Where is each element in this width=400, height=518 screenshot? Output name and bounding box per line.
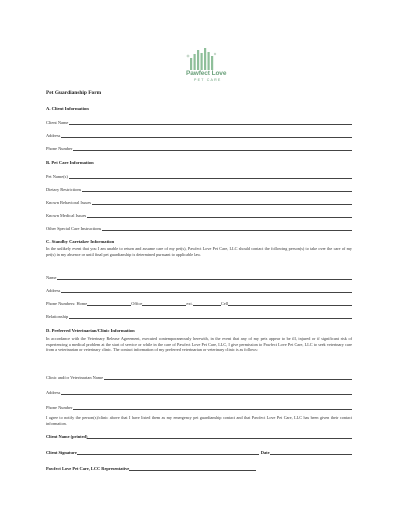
clinic-name-label: Clinic and/or Veterinarian Name: [46, 375, 104, 380]
representative-label: Pawfect Love Pet Care, LCC Representative: [46, 466, 130, 471]
form-title: Pet Guardianship Form: [46, 90, 102, 96]
client-phone-field[interactable]: [46, 145, 352, 151]
phone-ext-label: ext.: [186, 301, 193, 306]
caretaker-address-label: Address: [46, 288, 61, 293]
pet-names-line[interactable]: [69, 175, 352, 179]
special-care-field[interactable]: [46, 225, 352, 231]
caretaker-name-field[interactable]: [46, 274, 352, 280]
client-name-printed-line[interactable]: [87, 435, 352, 439]
clinic-phone-field[interactable]: [46, 404, 352, 410]
phone-ext-line[interactable]: [193, 302, 221, 306]
phone-home-label: Phone Numbers: Home: [46, 301, 88, 306]
clinic-address-label: Address: [46, 390, 61, 395]
relationship-field[interactable]: [46, 313, 352, 319]
signature-date-label: Date: [260, 450, 270, 455]
clinic-phone-label: Phone Number: [46, 405, 73, 410]
clinic-address-line[interactable]: [61, 391, 352, 395]
section-d-heading: D. Preferred Veterinarian/Clinic Information: [46, 328, 135, 333]
behavioral-field[interactable]: [46, 199, 352, 205]
client-name-label: Client Name: [46, 120, 69, 125]
client-name-printed-label: Client Name (printed): [46, 434, 88, 439]
clinic-address-field[interactable]: [46, 389, 352, 395]
caretaker-name-line[interactable]: [57, 276, 352, 280]
client-signature-label: Client Signature: [46, 450, 77, 455]
clinic-phone-line[interactable]: [73, 406, 352, 410]
behavioral-line[interactable]: [92, 201, 352, 205]
client-phone-line[interactable]: [73, 147, 352, 151]
caretaker-address-field[interactable]: [46, 287, 352, 293]
veterinary-paragraph: In accordance with the Veterinary Release Agreement, executed contemporaneously herewith, in the event that any of my pets appear to be ill, injured or if significant risk of experiencing a medical problem at the start of service or while in the care of Pawfect Love Pet Care, LLC, I give permission to Pawfect Love Pet Care, LLC to seek veterinary care from a veterinarian or veterinary clinic. The contact information of my preferred veterinarian or veterinary clinic is as follows:: [46, 336, 352, 353]
clinic-name-field[interactable]: [46, 374, 352, 380]
pet-names-field[interactable]: [46, 173, 352, 179]
section-b-heading: B. Pet Care Information: [46, 160, 94, 165]
phone-office-line[interactable]: [142, 302, 186, 306]
standby-paragraph: In the unlikely event that you I am unable to return and assume care of my pet(s), Pawfect Love Pet Care, LLC should contact the following person(s) to take over the care of my pet(s) in my absence or until final pet guardianship is determined pursuant to applicable law.: [46, 246, 352, 257]
behavioral-label: Known Behavioral Issues: [46, 200, 92, 205]
client-address-field[interactable]: [46, 132, 352, 138]
client-name-line[interactable]: [69, 121, 352, 125]
signature-date-line[interactable]: [270, 451, 352, 455]
phone-home-line[interactable]: [87, 302, 131, 306]
logo-name: Pawfect Love: [186, 70, 227, 77]
client-signature-line[interactable]: [77, 451, 259, 455]
logo-tagline: PET CARE: [194, 78, 222, 82]
caretaker-phone-row: [46, 300, 352, 306]
client-phone-label: Phone Number: [46, 146, 73, 151]
dietary-label: Dietary Restrictions: [46, 187, 82, 192]
special-care-line[interactable]: [102, 227, 352, 231]
client-address-label: Address: [46, 133, 61, 138]
dietary-field[interactable]: [46, 186, 352, 192]
special-care-label: Other Special Care Instructions: [46, 226, 102, 231]
agreement-paragraph: I agree to notify the person(s)/clinic above that I have listed them as my emergency pet guardianship contact and that Pawfect Love Pet Care, LLC has been given their contact information.: [46, 415, 352, 426]
client-name-printed-field[interactable]: [46, 433, 352, 439]
caretaker-name-label: Name: [46, 275, 57, 280]
section-c-heading: C. Standby Caretaker Information: [46, 239, 115, 244]
phone-office-label: Office: [131, 301, 143, 306]
representative-line[interactable]: [129, 467, 256, 471]
pet-names-label: Pet Name(s): [46, 174, 68, 179]
relationship-label: Relationship: [46, 314, 69, 319]
clinic-name-line[interactable]: [104, 376, 352, 380]
client-signature-field[interactable]: [46, 449, 352, 455]
caretaker-address-line[interactable]: [61, 289, 352, 293]
relationship-line[interactable]: [69, 315, 352, 319]
client-name-field[interactable]: [46, 119, 352, 125]
representative-field[interactable]: [46, 465, 256, 471]
dietary-line[interactable]: [82, 188, 352, 192]
section-a-heading: A. Client Information: [46, 106, 89, 111]
phone-cell-line[interactable]: [228, 302, 352, 306]
medical-line[interactable]: [87, 214, 352, 218]
medical-field[interactable]: [46, 212, 352, 218]
client-address-line[interactable]: [61, 134, 352, 138]
medical-label: Known Medical Issues: [46, 213, 87, 218]
phone-cell-label: Cell: [220, 301, 229, 306]
